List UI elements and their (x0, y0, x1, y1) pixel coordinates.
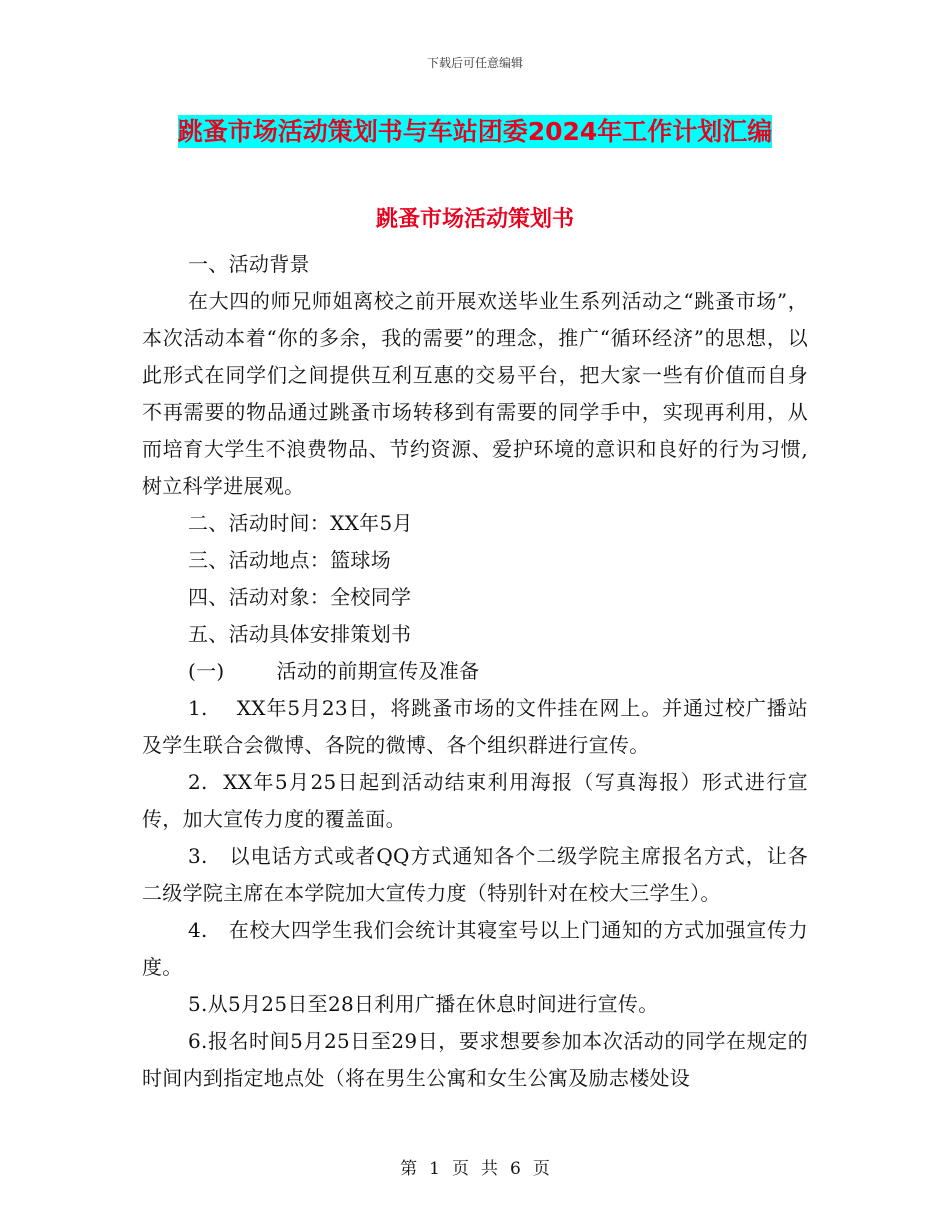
item-number: 4. (188, 918, 208, 942)
item-number: 5. (188, 992, 208, 1016)
current-page: 1 (429, 1159, 440, 1179)
document-body (142, 246, 808, 1097)
footer-label: 页 (452, 1159, 469, 1179)
footer-label: 共 (481, 1159, 498, 1179)
header-note: 下载后可任意编辑 (426, 56, 523, 70)
paragraph: 二、活动时间：XX年5月 (188, 511, 413, 535)
main-title (0, 112, 950, 148)
paragraph: 三、活动地点：篮球场 (188, 548, 391, 572)
paragraph: 五、活动具体安排策划书 (188, 622, 412, 646)
item-number: 3. (188, 844, 208, 868)
item-number: 1. (188, 696, 208, 720)
item-text: XX年5月25日起到活动结束利用海报（写真海报）形式进行宣传，加大宣传力度的覆盖面。 (142, 770, 808, 831)
item-text: 从5月25日至28日利用广播在休息时间进行宣传。 (207, 992, 659, 1016)
page-footer (0, 1154, 950, 1179)
paragraph: 在大四的师兄师姐离校之前开展欢送毕业生系列活动之“跳蚤市场”，本次活动本着“你的多余，我的需要”的理念，推广“循环经济”的思想，以此形式在同学们之间提供互利互惠的交易平台，把大家一些有价值而自身不再需要的物品通过跳蚤市场转移到有需要的同学手中，实现再利用，从而培育大学生不浪费物品、节约资源、爱护环境的意识和良好的行为习惯,树立科学进展观。 (142, 289, 808, 498)
footer-label: 第 (400, 1159, 418, 1179)
paragraph: 四、活动对象：全校同学 (188, 585, 412, 609)
section-text: 活动的前期宣传及准备 (276, 659, 480, 683)
list-item (142, 912, 808, 986)
section-number: (一) (188, 659, 225, 683)
paragraph: 一、活动背景 (188, 252, 310, 276)
main-title-text: 跳蚤市场活动策划书与车站团委2024年工作计划汇编 (177, 117, 773, 146)
section-heading (142, 653, 808, 690)
list-item (142, 690, 808, 764)
list-item (142, 1023, 808, 1097)
item-text: XX年5月23日，将跳蚤市场的文件挂在网上。并通过校广播站及学生联合会微博、各院的微博、各个组织群进行宣传。 (142, 696, 808, 757)
list-item (142, 986, 808, 1023)
item-text: 在校大四学生我们会统计其寝室号以上门通知的方式加强宣传力度。 (142, 918, 808, 979)
list-item (142, 764, 808, 838)
total-pages: 6 (510, 1159, 521, 1179)
item-number: 2. (188, 770, 208, 794)
item-number: 6. (188, 1029, 208, 1053)
item-text: 报名时间5月25日至29日，要求想要参加本次活动的同学在规定的时间内到指定地点处（将在男生公寓和女生公寓及励志楼处设 (142, 1029, 808, 1090)
sub-title: 跳蚤市场活动策划书 (375, 207, 574, 232)
item-text: 以电话方式或者QQ方式通知各个二级学院主席报名方式，让各二级学院主席在本学院加大宣传力度（特别针对在校大三学生）。 (142, 844, 808, 905)
list-item (142, 838, 808, 912)
footer-label: 页 (532, 1159, 550, 1179)
